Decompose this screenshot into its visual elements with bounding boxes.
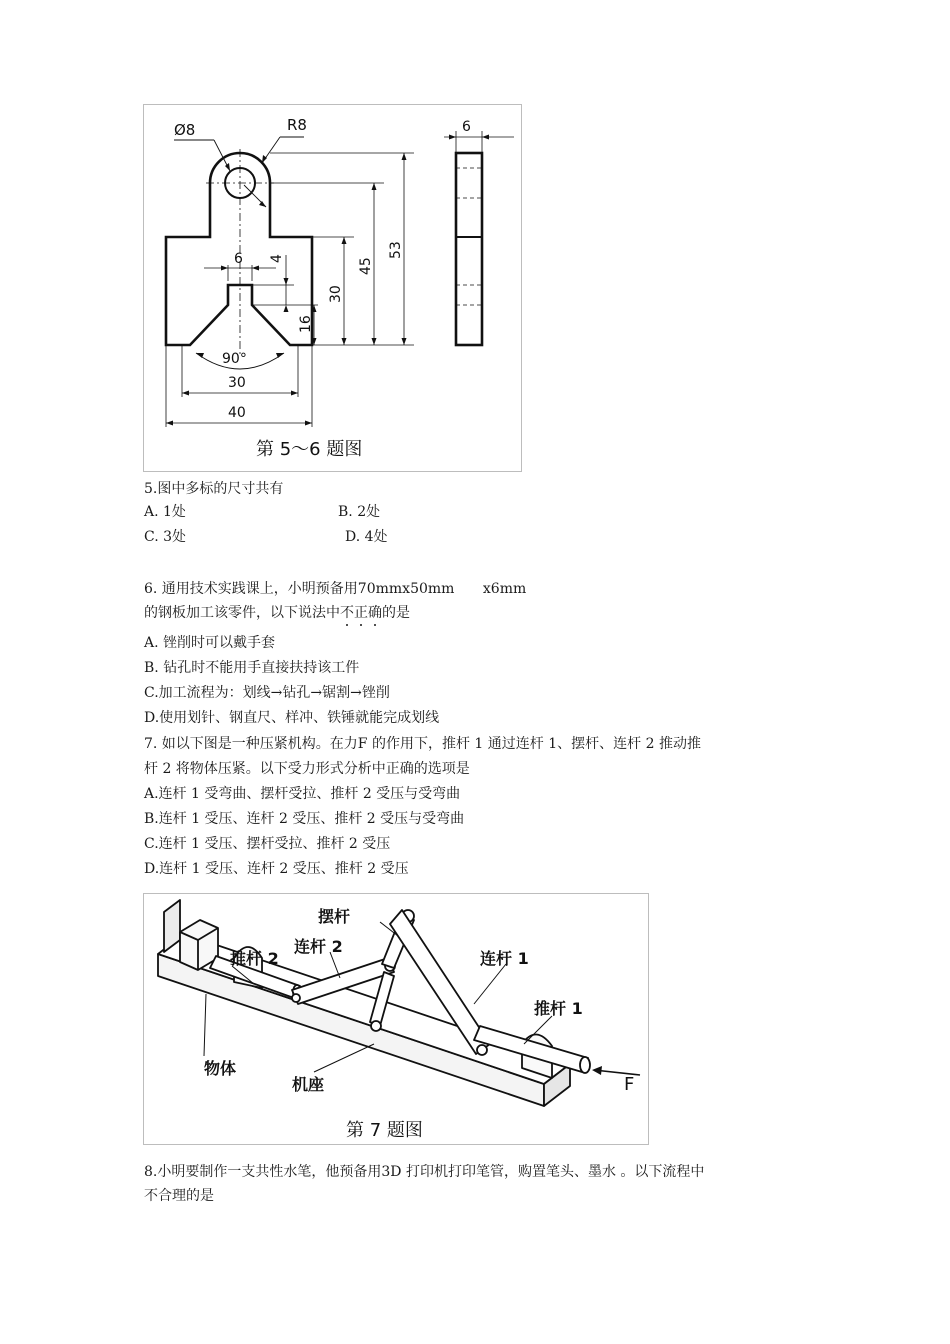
q8-stem-line2: 不合理的是: [144, 1188, 214, 1204]
label-dim4: 4: [269, 254, 285, 263]
q7-option-c: C.连杆 1 受压、摆杆受拉、推杆 2 受压: [144, 836, 391, 852]
label-dim30-vertical: 30: [328, 285, 344, 303]
q6-option-c: C.加工流程为：划线→钻孔→锯割→锉削: [144, 685, 390, 701]
label-dim30-horizontal: 30: [228, 375, 246, 391]
q6-stem-pre: 的钢板加工该零件，以下说法中: [144, 605, 340, 621]
q6-option-a: A. 锉削时可以戴手套: [144, 635, 276, 651]
q7-option-d: D.连杆 1 受压、连杆 2 受压、推杆 2 受压: [144, 861, 409, 877]
mechanism-illustration: [144, 894, 648, 1144]
q6-stem-post: 的是: [382, 605, 410, 621]
label-liangan2: 连杆 2: [294, 937, 343, 956]
q5-option-a: A. 1处: [144, 504, 186, 520]
label-wuti: 物体: [204, 1059, 237, 1078]
figure2-caption: 第 7 题图: [346, 1120, 423, 1141]
q6-stem-line1-a: 6. 通用技术实践课上，小明预备用70mmx50mm: [144, 581, 455, 597]
q6-stem-line1: [144, 580, 526, 598]
label-dim6-side: 6: [462, 119, 471, 135]
q6-emphasis-1: 不: [340, 605, 354, 621]
label-liangan1: 连杆 1: [480, 949, 529, 968]
q6-emphasis-2: 正: [354, 605, 368, 621]
q7-option-a: A.连杆 1 受弯曲、摆杆受拉、推杆 2 受压与受弯曲: [144, 786, 461, 802]
label-tuigan1: 推杆 1: [534, 999, 583, 1018]
label-force-f: F: [624, 1074, 635, 1095]
label-phi8: Ø8: [174, 121, 196, 139]
q6-stem-line2: [144, 604, 410, 622]
label-dim6-notch: 6: [234, 251, 243, 267]
label-tuigan2: 推杆 2: [230, 949, 279, 968]
label-angle-90: 90°: [222, 351, 247, 367]
q6-option-d: D.使用划针、钢直尺、样冲、铁锤就能完成划线: [144, 710, 440, 726]
technical-drawing: [144, 105, 521, 471]
q5-option-d: D. 4处: [345, 529, 388, 545]
label-dim45: 45: [358, 257, 374, 275]
label-dim53: 53: [388, 241, 404, 259]
figure-7: [143, 893, 649, 1145]
q5-option-b: B. 2处: [338, 504, 381, 520]
figure1-caption: 第 5～6 题图: [256, 439, 363, 460]
label-r8: R8: [287, 116, 307, 134]
figure-5-6: [143, 104, 522, 472]
q6-emphasis-3: 确: [368, 605, 382, 621]
label-baigan: 摆杆: [318, 907, 351, 926]
q8-stem-line1: 8.小明要制作一支共性水笔，他预备用3D 打印机打印笔管，购置笔头、墨水 。以下流程中: [144, 1164, 705, 1180]
q5-stem: 5.图中多标的尺寸共有: [144, 481, 284, 497]
q6-stem-line1-b: x6mm: [482, 581, 527, 597]
label-jizuo: 机座: [292, 1075, 325, 1094]
label-dim16: 16: [298, 315, 314, 333]
label-dim40: 40: [228, 405, 246, 421]
q7-stem-line1: 7. 如以下图是一种压紧机构。在力F 的作用下，推杆 1 通过连杆 1、摆杆、连杆 2 推动推: [144, 736, 701, 752]
q7-option-b: B.连杆 1 受压、连杆 2 受压、推杆 2 受压与受弯曲: [144, 811, 465, 827]
q5-option-c: C. 3处: [144, 529, 187, 545]
q6-option-b: B. 钻孔时不能用手直接扶持该工件: [144, 660, 360, 676]
q7-stem-line2: 杆 2 将物体压紧。以下受力形式分析中正确的选项是: [144, 761, 470, 777]
